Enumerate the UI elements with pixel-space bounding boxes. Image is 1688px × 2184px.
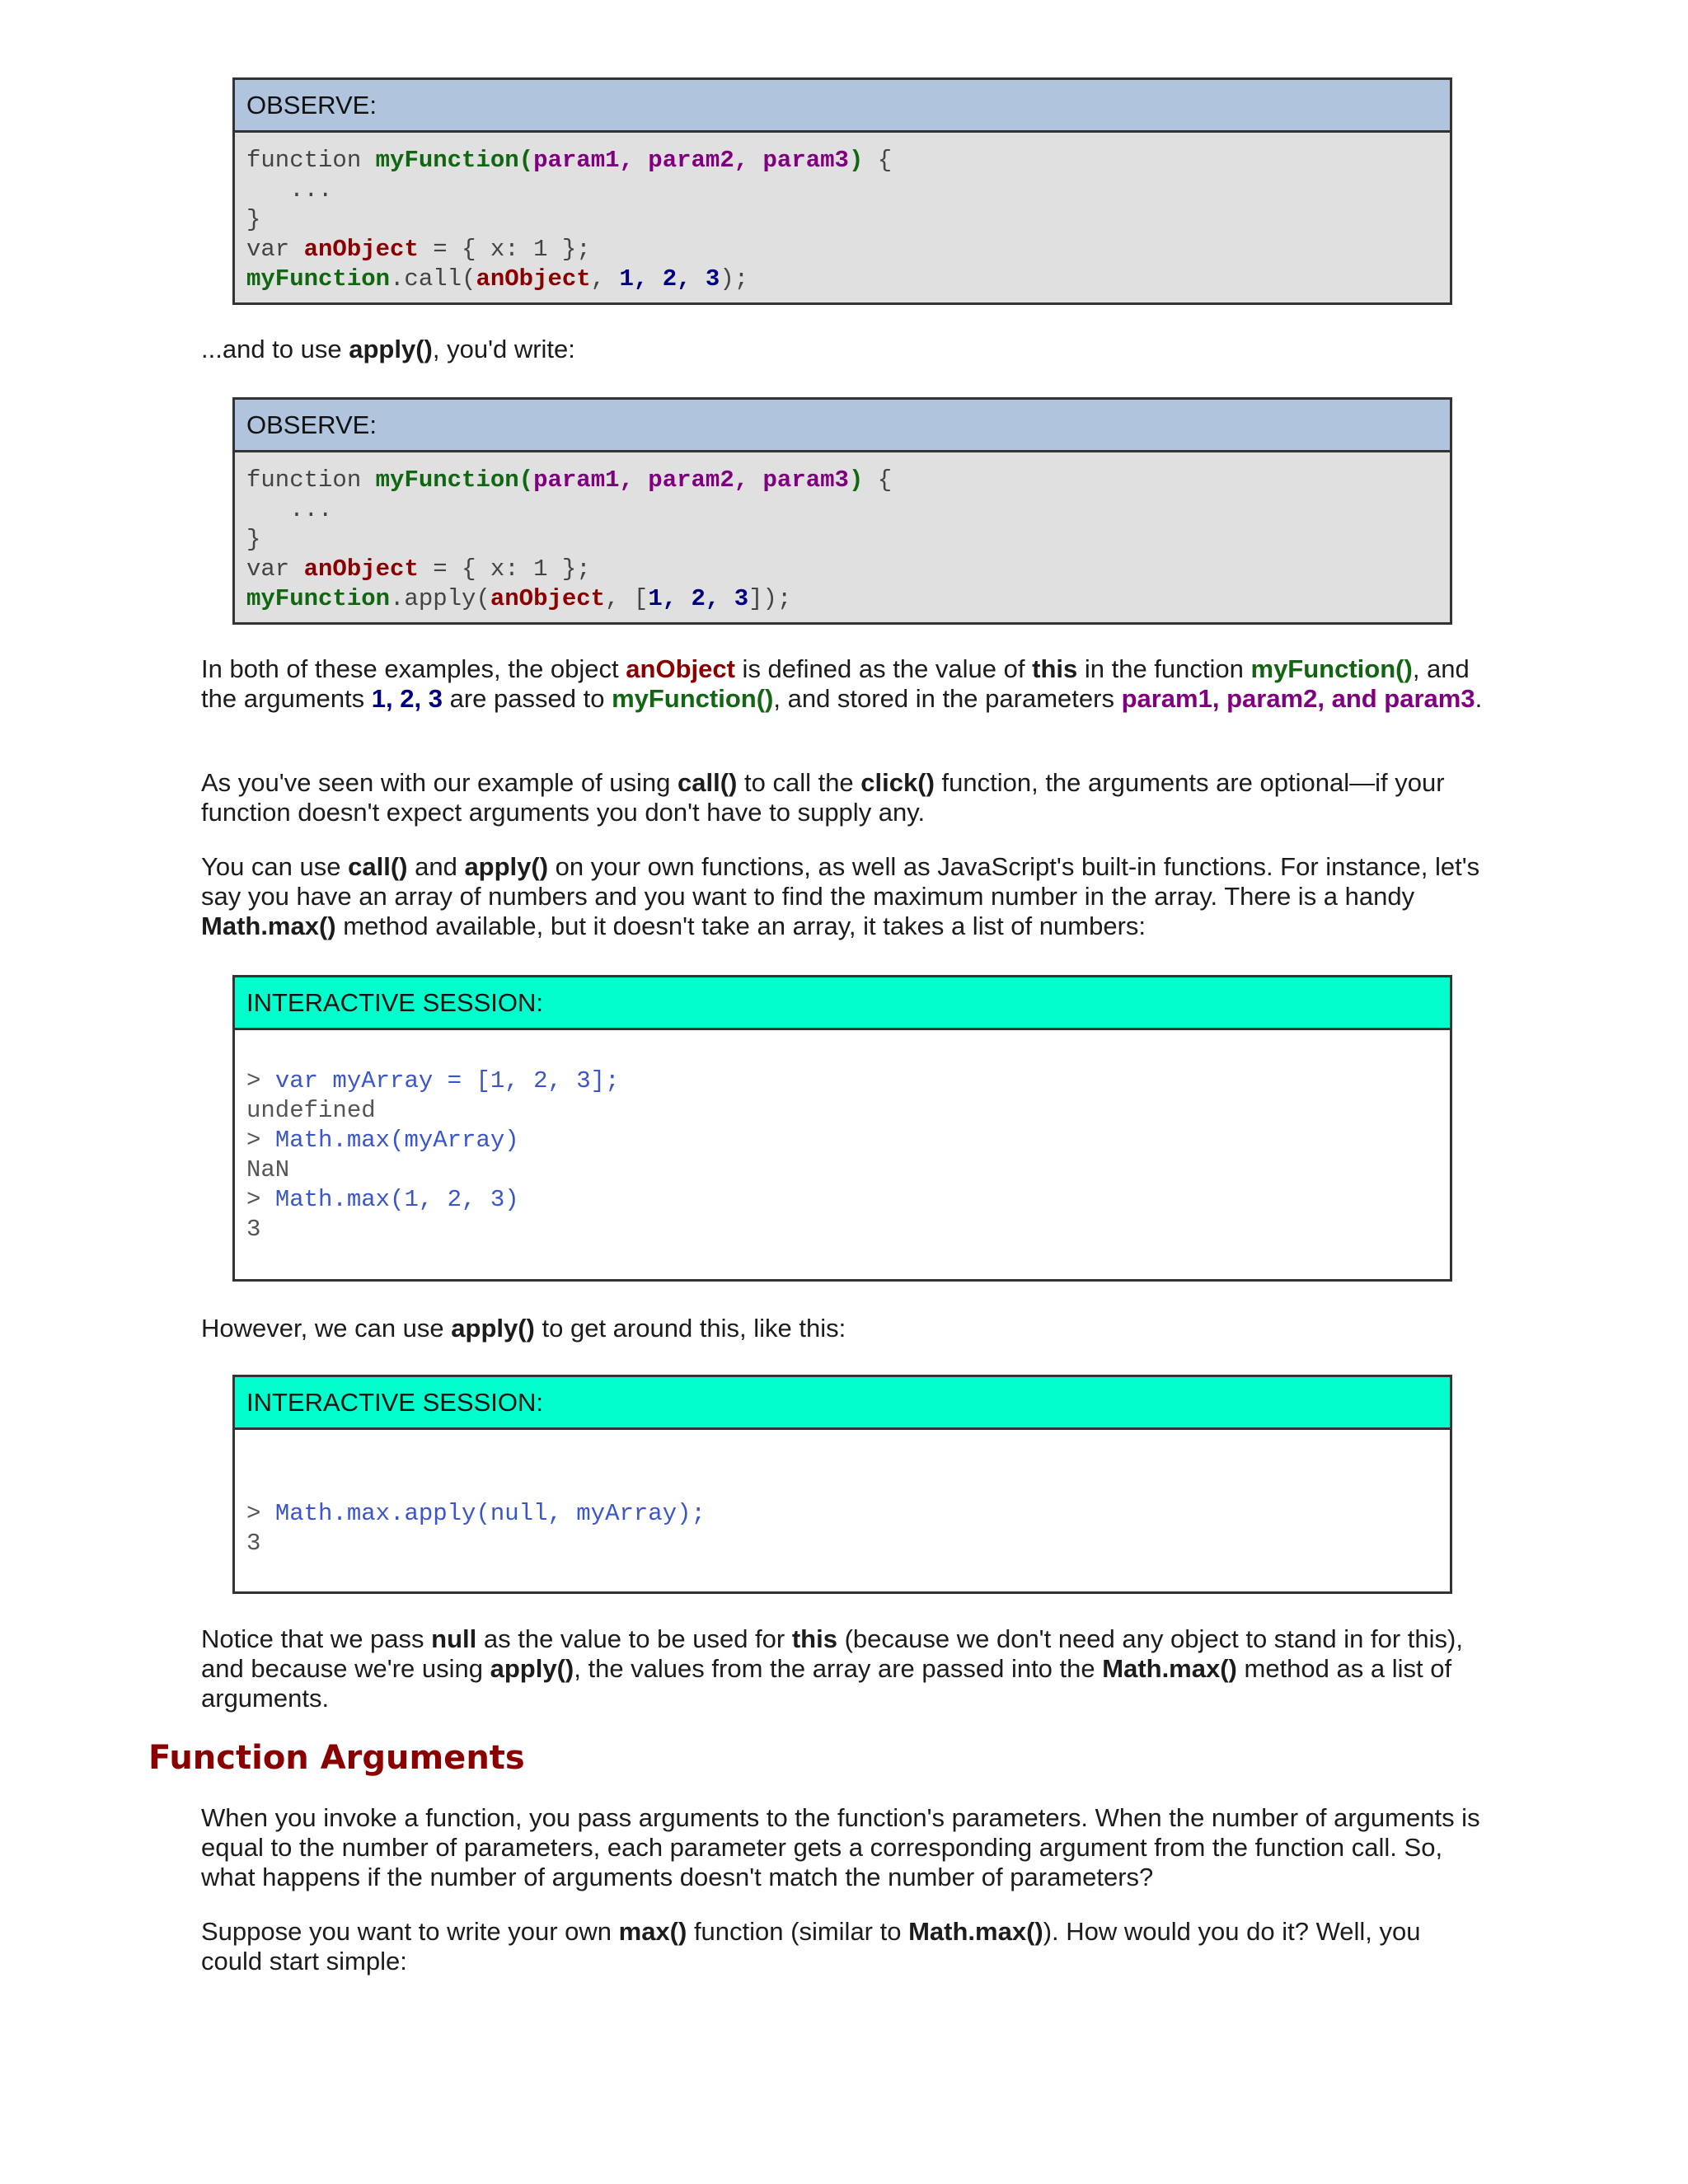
text: to get around this, like this: [534, 1314, 846, 1343]
paragraph [201, 768, 1487, 827]
text: When you invoke a function, you pass arguments to the function's parameters. When the number of arguments is equal to the number of parameters, each parameter gets a corresponding argument from the function call. So, what happens if the number of arguments doesn't match the number of parameters? [201, 1803, 1480, 1891]
prompt: > [246, 1500, 275, 1527]
text: to call the [737, 768, 861, 797]
console-input: Math.max(1, 2, 3) [274, 1186, 519, 1213]
observe-box-apply [232, 397, 1452, 625]
console-output: 3 [246, 1530, 261, 1557]
session-header: INTERACTIVE SESSION: [235, 1377, 1450, 1430]
code-block [235, 133, 1450, 302]
code-line: ... [246, 496, 333, 523]
text: , and the arguments [201, 654, 1470, 713]
text: and [407, 852, 465, 881]
code-term: param1, param2, and param3 [1121, 684, 1475, 713]
code-keyword: var [246, 236, 304, 263]
session-body [235, 1030, 1450, 1279]
text: function, the arguments are optional—if your function doesn't expect arguments you don't have to supply any. [201, 768, 1445, 827]
paragraph [201, 852, 1487, 941]
code-term: max() [618, 1917, 687, 1946]
code-line: = { x: 1 }; [418, 236, 591, 263]
paragraph [201, 1803, 1487, 1892]
code-term: this [1032, 654, 1078, 683]
code-paren: ( [518, 466, 534, 494]
text: In both of these examples, the object [201, 654, 626, 683]
console-output: NaN [246, 1156, 290, 1183]
paragraph [201, 1314, 1487, 1343]
paragraph [201, 1624, 1487, 1713]
code-keyword: var [246, 555, 304, 583]
code-term: apply() [451, 1314, 535, 1343]
code-variable: anObject [303, 236, 419, 263]
code-function-name: myFunction [246, 265, 391, 293]
code-term: Math.max() [201, 912, 336, 940]
code-listing [235, 466, 1450, 614]
code-term: myFunction() [1250, 654, 1413, 683]
code-term: this [791, 1624, 837, 1653]
code-term: apply() [464, 852, 549, 881]
code-params: param1, param2, param3 [533, 147, 849, 174]
code-function-name: myFunction [375, 466, 519, 494]
code-variable: anObject [476, 265, 591, 293]
interactive-session-box [232, 1375, 1452, 1594]
code-variable: anObject [303, 555, 419, 583]
code-line: ... [246, 176, 333, 204]
console-output: undefined [246, 1097, 376, 1124]
paragraph [201, 1917, 1487, 1976]
text: in the function [1077, 654, 1251, 683]
code-method: .call( [390, 265, 476, 293]
text: , the values from the array are passed into the [574, 1654, 1103, 1683]
code-keyword: function [246, 147, 376, 174]
code-block [235, 452, 1450, 622]
code-end: ]); [748, 585, 792, 612]
code-line: = { x: 1 }; [418, 555, 591, 583]
code-end: ); [720, 265, 749, 293]
code-variable: anObject [490, 585, 606, 612]
text: are passed to [442, 684, 612, 713]
code-term: Math.max() [908, 1917, 1043, 1946]
code-term: 1, 2, 3 [371, 684, 443, 713]
session-header: INTERACTIVE SESSION: [235, 977, 1450, 1030]
code-function-name: myFunction [246, 585, 391, 612]
code-keyword: function [246, 466, 376, 494]
code-line: } [246, 206, 261, 233]
code-term: anObject [626, 654, 735, 683]
code-paren: ( [518, 147, 534, 174]
text: method as a list of arguments. [201, 1654, 1452, 1713]
prompt: > [246, 1127, 275, 1154]
code-term: null [431, 1624, 477, 1653]
code-bracket: , [ [605, 585, 649, 612]
text: as the value to be used for [476, 1624, 792, 1653]
paragraph [201, 335, 1487, 364]
code-paren: ) [848, 147, 864, 174]
section-heading: Function Arguments [148, 1739, 525, 1777]
session-transcript [235, 1499, 1450, 1558]
code-term: call() [678, 768, 738, 797]
prompt: > [246, 1186, 275, 1213]
text: . [1475, 684, 1483, 713]
code-listing [235, 146, 1450, 294]
observe-header: OBSERVE: [235, 80, 1450, 133]
code-term: call() [348, 852, 408, 881]
text: is defined as the value of [734, 654, 1033, 683]
observe-box-call [232, 77, 1452, 305]
text: ...and to use [201, 335, 349, 363]
text: , you'd write: [432, 335, 575, 363]
console-input: var myArray = [1, 2, 3]; [274, 1067, 620, 1094]
console-input: Math.max.apply(null, myArray); [274, 1500, 706, 1527]
code-method: .apply( [390, 585, 490, 612]
text: However, we can use [201, 1314, 452, 1343]
code-brace: { [863, 147, 893, 174]
text: on your own functions, as well as JavaScript's built-in functions. For instance, let's say you have an array of numbers and you want to find the maximum number in the array. There is a handy [201, 852, 1480, 911]
text: function (similar to [687, 1917, 909, 1946]
text: (because we don't need any object to stand in for this), and because we're using [201, 1624, 1463, 1683]
text: Suppose you want to write your own [201, 1917, 619, 1946]
code-numbers: 1, 2, 3 [648, 585, 749, 612]
text: method available, but it doesn't take an array, it takes a list of numbers: [335, 912, 1146, 940]
code-numbers: 1, 2, 3 [619, 265, 720, 293]
session-body [235, 1430, 1450, 1591]
observe-header: OBSERVE: [235, 400, 1450, 452]
paragraph [201, 654, 1487, 714]
code-params: param1, param2, param3 [533, 466, 849, 494]
code-term: apply() [349, 335, 433, 363]
code-term: apply() [490, 1654, 574, 1683]
code-comma: , [590, 265, 620, 293]
code-line: } [246, 526, 261, 553]
interactive-session-box [232, 975, 1452, 1282]
code-paren: ) [848, 466, 864, 494]
text: You can use [201, 852, 349, 881]
text: , and stored in the parameters [773, 684, 1122, 713]
prompt: > [246, 1067, 275, 1094]
text: ). How would you do it? Well, you could start simple: [201, 1917, 1421, 1975]
text: As you've seen with our example of using [201, 768, 678, 797]
code-brace: { [863, 466, 893, 494]
console-input: Math.max(myArray) [274, 1127, 519, 1154]
text: Notice that we pass [201, 1624, 432, 1653]
console-output: 3 [246, 1216, 261, 1243]
code-term: Math.max() [1102, 1654, 1237, 1683]
code-term: click() [860, 768, 935, 797]
code-function-name: myFunction [375, 147, 519, 174]
session-transcript [235, 1066, 1450, 1244]
code-term: myFunction() [612, 684, 774, 713]
